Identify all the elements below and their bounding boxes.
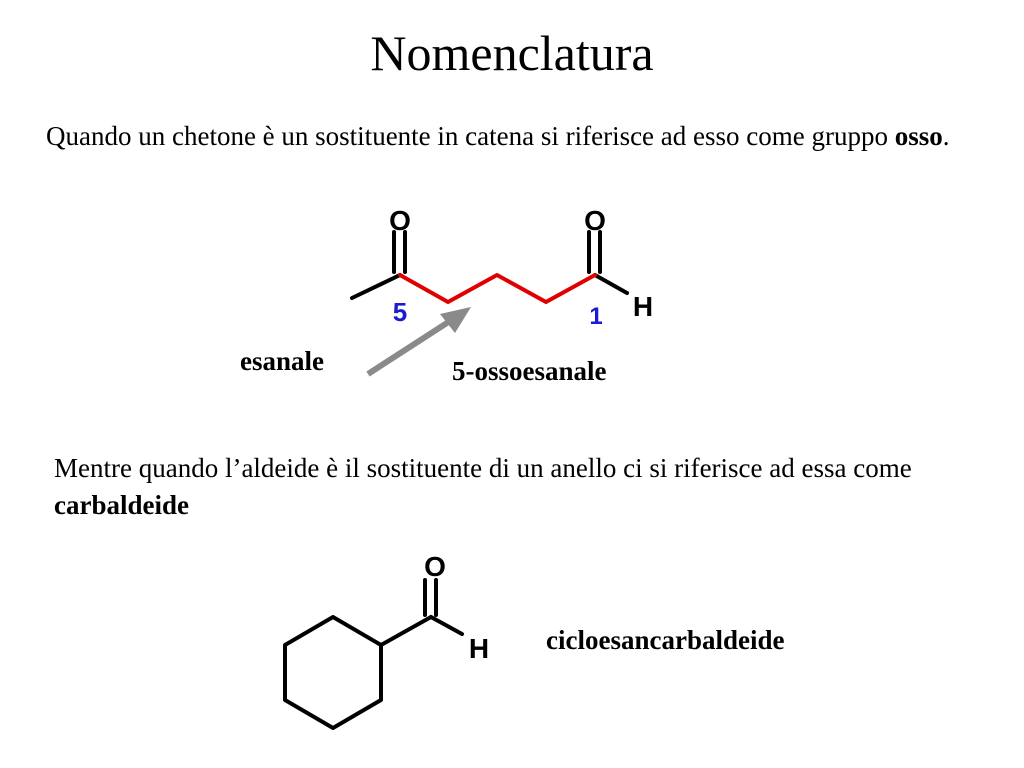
label-esanale: esanale xyxy=(240,346,324,376)
atom-o-aldehyde: O xyxy=(584,205,606,236)
bond-ch xyxy=(595,275,627,293)
atom-h-2: H xyxy=(468,633,490,664)
label-cicloesancarbaldeide: cicloesancarbaldeide xyxy=(546,625,785,655)
paragraph-text: Mentre quando l’aldeide è il sostituente di un anello ci si riferisce ad essa come xyxy=(54,453,912,483)
atom-o-2: O xyxy=(424,551,446,582)
molecule-cicloesancarbaldeide xyxy=(285,551,489,728)
atom-o-ketone: O xyxy=(389,205,411,236)
term-carbaldeide: carbaldeide xyxy=(54,490,189,520)
main-chain xyxy=(400,275,595,302)
paragraph-text: Quando un chetone è un sostituente in catena si riferisce ad esso come gruppo xyxy=(46,121,895,151)
cyclohexane-ring xyxy=(285,617,381,728)
paragraph-aldehyde-substituent xyxy=(54,450,994,524)
locant-1: 1 xyxy=(589,303,603,330)
paragraph-tail: . xyxy=(942,121,950,151)
term-osso: osso xyxy=(894,121,943,151)
bond-ch-2 xyxy=(431,617,462,634)
locant-5: 5 xyxy=(392,297,408,327)
bond-methyl xyxy=(352,275,400,298)
bond-ring-carbonyl xyxy=(381,617,431,645)
atom-h: H xyxy=(632,291,654,322)
label-5-ossoesanale: 5-ossoesanale xyxy=(452,356,607,386)
page-title: Nomenclatura xyxy=(370,25,654,81)
